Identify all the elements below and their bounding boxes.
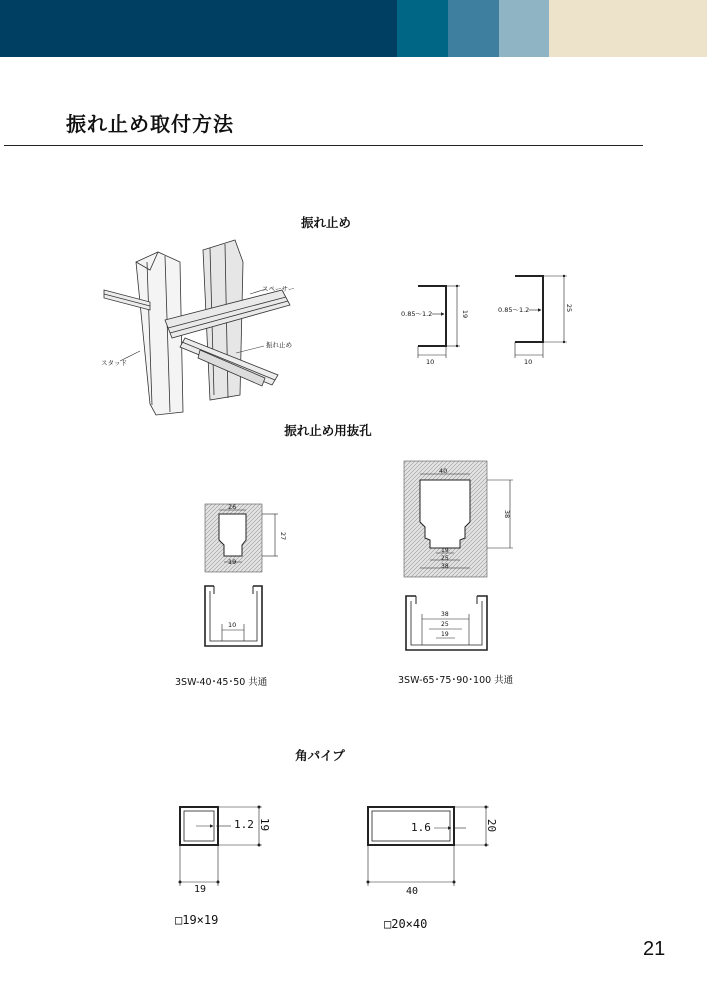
section-heading-brace-hole: 振れ止め用抜孔	[284, 423, 372, 438]
pipe-large-thickness: 1.6	[411, 821, 431, 834]
large-channel-width: 10	[524, 358, 533, 366]
label-brace: 振れ止め	[266, 341, 292, 349]
large-channel-thickness: 0.85～1.2	[498, 306, 530, 314]
small-channel-height: 19	[461, 309, 470, 319]
page-title: 振れ止め取付方法	[66, 112, 234, 136]
large-section-dim-1: 38	[441, 611, 449, 618]
page-number: 21	[643, 938, 666, 960]
small-channel-thickness: 0.85～1.2	[401, 310, 433, 318]
large-hole-w2: 25	[441, 555, 449, 562]
pipe-large-height: 20	[485, 818, 499, 833]
pipe-small-caption: □19×19	[175, 913, 219, 927]
label-stud: スタッド	[101, 359, 127, 367]
large-hole-top-width: 40	[439, 467, 448, 475]
pipe-small-width: 19	[194, 884, 207, 895]
small-hole-caption: 3SW-40･45･50 共通	[175, 677, 268, 688]
large-section-dim-3: 19	[441, 631, 449, 638]
pipe-large-caption: □20×40	[384, 917, 428, 931]
label-spacer: スペーサー	[262, 285, 295, 293]
section-heading-brace: 振れ止め	[300, 215, 352, 230]
large-channel-height: 25	[565, 303, 574, 313]
large-hole-w3: 38	[441, 563, 449, 570]
large-hole-caption: 3SW-65･75･90･100 共通	[398, 675, 514, 686]
pipe-small-thickness: 1.2	[234, 818, 254, 831]
small-hole-bottom-width: 19	[228, 558, 237, 566]
section-heading-square-pipe: 角パイプ	[295, 748, 345, 763]
large-hole-height: 38	[503, 509, 512, 519]
pipe-large-width: 40	[406, 886, 419, 897]
large-hole-w1: 19	[441, 547, 449, 554]
small-channel-width: 10	[426, 358, 435, 366]
small-section-width: 10	[228, 621, 237, 629]
pipe-small-height: 19	[258, 817, 272, 832]
small-hole-height: 27	[279, 531, 288, 541]
small-hole-top-width: 26	[228, 503, 237, 511]
large-section-dim-2: 25	[441, 621, 449, 628]
